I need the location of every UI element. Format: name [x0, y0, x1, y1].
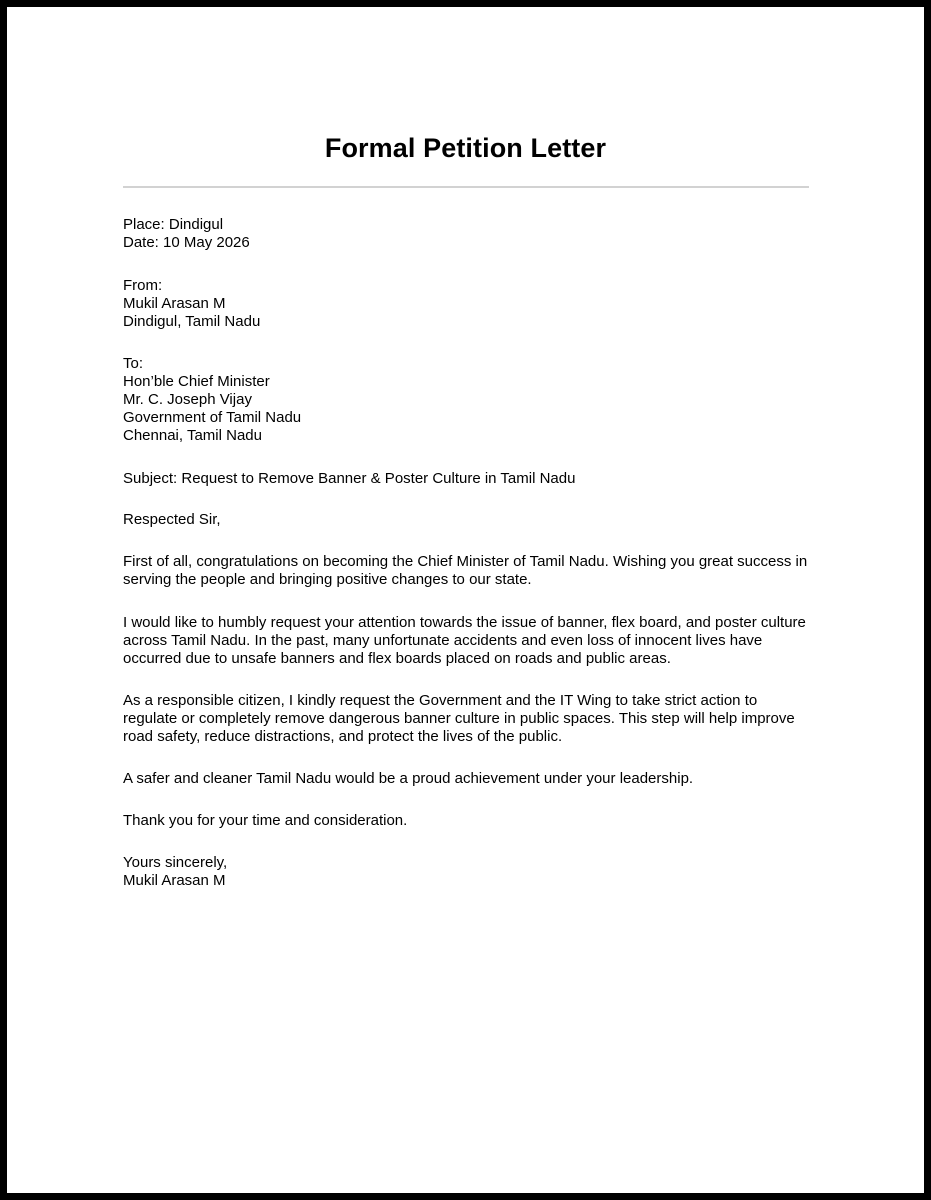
closing-line: Yours sincerely,	[123, 854, 228, 871]
to-block	[123, 355, 823, 445]
page-title: Formal Petition Letter	[324, 133, 607, 163]
paragraph-line: I would like to humbly request your attention towards the issue of banner, flex board, and poster culture	[123, 614, 806, 631]
from-name: Mukil Arasan M	[123, 295, 226, 312]
to-line: Government of Tamil Nadu	[123, 409, 302, 426]
paragraph-line: serving the people and bringing positive changes to our state.	[123, 571, 532, 588]
paragraph-line: across Tamil Nadu. In the past, many unfortunate accidents and even loss of innocent lives have	[123, 632, 763, 649]
paragraph	[123, 614, 823, 668]
paragraph	[123, 692, 823, 746]
paragraph-line: road safety, reduce distractions, and protect the lives of the public.	[123, 728, 563, 745]
paragraph-line: Thank you for your time and consideration.	[123, 812, 408, 829]
paragraph-line: As a responsible citizen, I kindly request the Government and the IT Wing to take strict action to	[123, 692, 758, 709]
from-location: Dindigul, Tamil Nadu	[123, 313, 261, 330]
to-line: Hon’ble Chief Minister	[123, 373, 270, 390]
place-line: Place: Dindigul	[123, 216, 224, 233]
document-page	[7, 7, 924, 1193]
paragraph-line: regulate or completely remove dangerous banner culture in public spaces. This step will help improve	[123, 710, 795, 727]
from-label: From:	[123, 277, 163, 294]
paragraph	[123, 812, 823, 830]
to-line: Chennai, Tamil Nadu	[123, 427, 262, 444]
paragraph-line: occurred due to unsafe banners and flex boards placed on roads and public areas.	[123, 650, 671, 667]
to-line: Mr. C. Joseph Vijay	[123, 391, 252, 408]
salutation: Respected Sir,	[123, 511, 221, 528]
from-block	[123, 277, 823, 331]
place-date-block	[123, 216, 823, 252]
subject-line: Subject: Request to Remove Banner & Poster Culture in Tamil Nadu	[123, 470, 576, 487]
paragraph-line: First of all, congratulations on becoming the Chief Minister of Tamil Nadu. Wishing you great success in	[123, 553, 808, 570]
date-line: Date: 10 May 2026	[123, 234, 250, 251]
paragraph	[123, 770, 823, 788]
to-label: To:	[123, 355, 144, 372]
title-divider	[123, 186, 809, 188]
paragraph-line: A safer and cleaner Tamil Nadu would be a proud achievement under your leadership.	[123, 770, 694, 787]
signature-name: Mukil Arasan M	[123, 872, 226, 889]
closing-block	[123, 854, 823, 890]
paragraph	[123, 553, 823, 589]
